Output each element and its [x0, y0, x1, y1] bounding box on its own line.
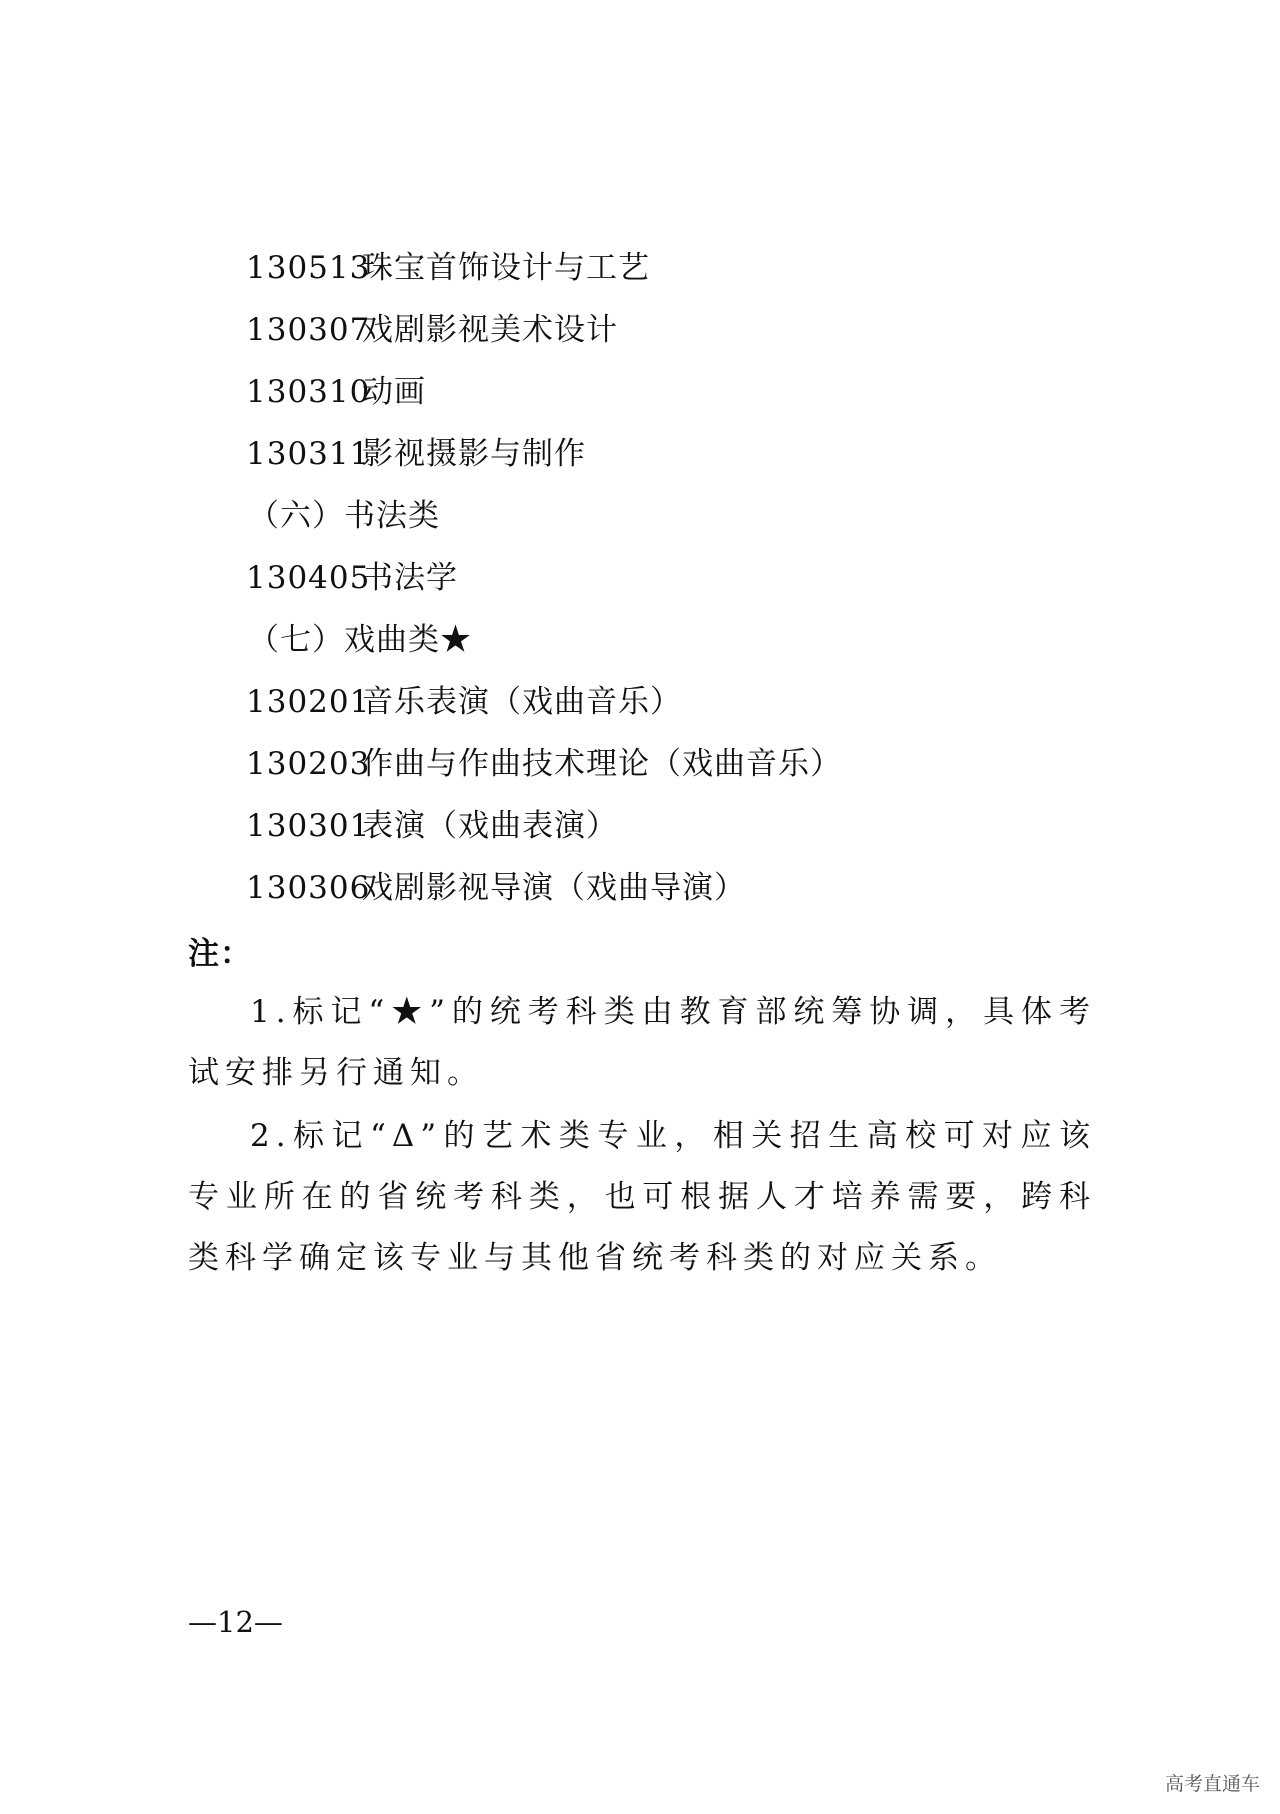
notes-title: 注： [188, 936, 252, 972]
major-code: 130201 [246, 684, 371, 720]
major-item [246, 682, 682, 722]
major-item [246, 868, 746, 908]
major-item [246, 310, 618, 350]
major-code: 130310 [246, 374, 371, 410]
note-paragraph: 2.标记“Δ”的艺术类专业，相关招生高校可对应该专业所在的省统考科类，也可根据人才培养需要，跨科类科学确定该专业与其他省统考科类的对应关系。 [188, 1118, 1096, 1276]
major-name: 戏剧影视导演（戏曲导演） [362, 870, 746, 906]
major-name: 动画 [362, 374, 426, 410]
major-item [246, 806, 618, 846]
major-name: 书法学 [362, 560, 458, 596]
major-name: 珠宝首饰设计与工艺 [362, 250, 650, 286]
major-code: 130307 [246, 312, 371, 348]
watermark-text: 高考直通车 [1164, 1773, 1260, 1795]
major-code: 130311 [246, 436, 371, 472]
page-number: —12— [188, 1605, 283, 1639]
major-name: 音乐表演（戏曲音乐） [362, 684, 682, 720]
major-item [246, 558, 458, 598]
major-item [246, 434, 586, 474]
major-code: 130513 [246, 250, 371, 286]
major-item [246, 372, 426, 412]
major-name: 作曲与作曲技术理论（戏曲音乐） [362, 746, 842, 782]
major-item [246, 248, 650, 288]
major-item [246, 744, 842, 784]
major-code: 130306 [246, 870, 371, 906]
major-code: 130301 [246, 808, 371, 844]
major-code: 130203 [246, 746, 371, 782]
note-paragraph: 1.标记“★”的统考科类由教育部统筹协调，具体考试安排另行通知。 [188, 994, 1096, 1091]
major-name: 表演（戏曲表演） [362, 808, 618, 844]
category-heading-calligraphy: （六）书法类 [248, 498, 440, 534]
major-name: 戏剧影视美术设计 [362, 312, 618, 348]
category-heading-opera: （七）戏曲类★ [248, 622, 472, 658]
major-name: 影视摄影与制作 [362, 436, 586, 472]
major-code: 130405 [246, 560, 371, 596]
